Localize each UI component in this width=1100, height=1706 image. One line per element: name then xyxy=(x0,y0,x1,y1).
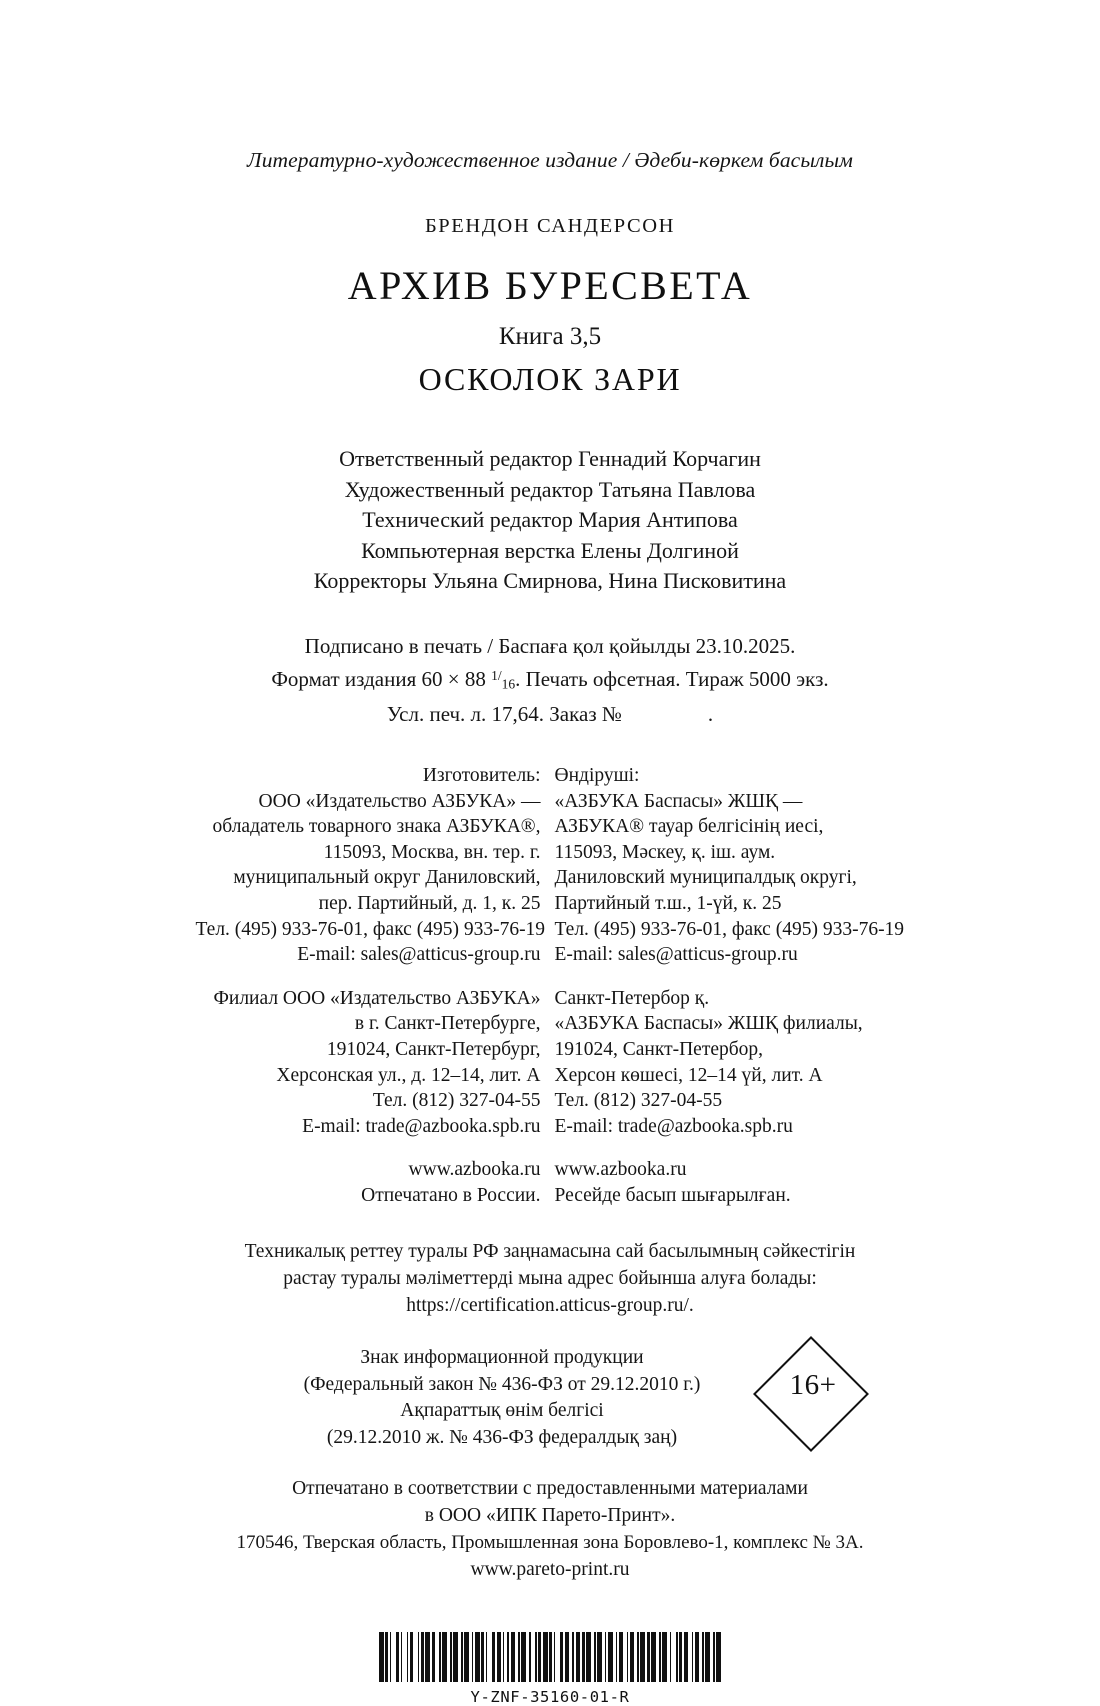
certification-url[interactable]: https://certification.atticus-group.ru/. xyxy=(406,1295,694,1317)
imprint-line: Тел. (495) 933-76-01, факс (495) 933-76-19 xyxy=(195,918,546,940)
format-prefix: Формат издания 60 × 88 xyxy=(271,666,492,691)
credit-line: Ответственный редактор Геннадий Корчагин xyxy=(339,446,761,471)
imprint-branch-email-ru: E-mail: trade@azbooka.spb.ru xyxy=(302,1115,541,1137)
barcode-area xyxy=(0,1619,1100,1706)
imprint-line: Тел. (812) 327-04-55 xyxy=(554,1090,723,1112)
author-name: БРЕНДОН САНДЕРСОН xyxy=(424,215,676,237)
sheets-order-line xyxy=(0,699,1100,729)
imprint-line: Тел. (495) 933-76-01, факс (495) 933-76-19 xyxy=(554,918,905,940)
manufacturer-block-ru xyxy=(195,763,546,968)
certification-block xyxy=(0,1238,1100,1319)
imprint-email-kk: E-mail: sales@atticus-group.ru xyxy=(554,944,798,966)
printer-line: Отпечатано в соответствии с предоставленными материалами xyxy=(292,1478,808,1500)
barcode-label: Y-ZNF-35160-01-R xyxy=(470,1688,630,1706)
manufacturer-block-kk xyxy=(555,763,905,968)
imprint-line: пер. Партийный, д. 1, к. 25 xyxy=(318,892,541,914)
print-data-block xyxy=(0,631,1100,729)
imprint-line: Даниловский муниципалдық округі, xyxy=(554,867,857,889)
imprint-column-kk xyxy=(555,763,905,1209)
imprint-line: муниципальный округ Даниловский, xyxy=(233,867,541,889)
printed-in-kk: Ресейде басып шығарылған. xyxy=(554,1184,791,1206)
age-mark-line: Ақпараттық өнім белгісі xyxy=(400,1400,604,1422)
age-mark-text xyxy=(0,1345,1100,1451)
imprint-line: Филиал ООО «Издательство АЗБУКА» xyxy=(213,987,541,1009)
age-rating-badge: 16+ xyxy=(789,1369,837,1402)
credit-line: Корректоры Ульяна Смирнова, Нина Писковитина xyxy=(313,568,787,593)
series-title: АРХИВ БУРЕСВЕТА xyxy=(347,263,753,308)
book-title: ОСКОЛОК ЗАРИ xyxy=(418,361,682,397)
format-fraction-slash: / xyxy=(497,667,502,683)
book-number: Книга 3,5 xyxy=(498,323,602,350)
imprint-line: обладатель товарного знака АЗБУКА®, xyxy=(212,816,541,838)
imprint-line: АЗБУКА® тауар белгісінің иесі, xyxy=(554,816,824,838)
web-block-kk xyxy=(555,1157,905,1208)
branch-block-kk xyxy=(555,986,905,1140)
imprint-line: Херсон көшесі, 12–14 үй, лит. А xyxy=(554,1064,823,1086)
imprint-line: Изготовитель: xyxy=(422,764,541,786)
format-suffix: . Печать офсетная. Тираж 5000 экз. xyxy=(515,666,829,691)
credits-block xyxy=(0,444,1100,597)
imprint-line: «АЗБУКА Баспасы» ЖШҚ филиалы, xyxy=(554,1013,863,1035)
imprint-column-ru xyxy=(195,763,546,1209)
imprint-email-ru: E-mail: sales@atticus-group.ru xyxy=(297,944,541,966)
imprint-line: в г. Санкт-Петербурге, xyxy=(354,1013,541,1035)
branch-block-ru xyxy=(196,986,541,1140)
age-mark-line: (29.12.2010 ж. № 436-ФЗ федералдық заң) xyxy=(326,1426,678,1448)
certification-line: Техникалық реттеу туралы РФ заңнамасына сай басылымның сәйкестігін xyxy=(244,1241,856,1263)
imprint-line: «АЗБУКА Баспасы» ЖШҚ — xyxy=(554,790,803,812)
format-fraction-numerator: 1 xyxy=(491,667,498,683)
imprint-line: Тел. (812) 327-04-55 xyxy=(372,1090,541,1112)
imprint-columns xyxy=(0,763,1100,1209)
printer-website[interactable]: www.pareto-print.ru xyxy=(470,1559,630,1581)
printer-address: 170546, Тверская область, Промышленная зона Боровлево-1, комплекс № 3А. xyxy=(236,1532,864,1554)
imprint-line: 115093, Москва, вн. тер. г. xyxy=(323,841,541,863)
printed-in-ru: Отпечатано в России. xyxy=(361,1184,541,1206)
imprint-line: Өндіруші: xyxy=(554,764,640,786)
age-mark-row xyxy=(0,1345,1100,1463)
web-block-ru xyxy=(196,1157,541,1208)
imprint-line: 191024, Санкт-Петербор, xyxy=(554,1038,764,1060)
printer-line: в ООО «ИПК Парето-Принт». xyxy=(424,1505,676,1527)
signed-to-print-line: Подписано в печать / Баспаға қол қойылды 23.10.2025. xyxy=(304,633,796,658)
sheets-order-prefix: Усл. печ. л. 17,64. Заказ № xyxy=(386,701,622,726)
imprint-line: Партийный т.ш., 1-үй, к. 25 xyxy=(554,892,782,914)
website-link-kk[interactable]: www.azbooka.ru xyxy=(554,1159,687,1181)
website-link-ru[interactable]: www.azbooka.ru xyxy=(408,1159,541,1181)
imprint-branch-email-kk: E-mail: trade@azbooka.spb.ru xyxy=(554,1115,793,1137)
imprint-line: 191024, Санкт-Петербург, xyxy=(326,1038,541,1060)
edition-kicker: Литературно-художественное издание / Әдеби-көркем басылым xyxy=(247,148,853,172)
imprint-line: 115093, Мәскеу, қ. іш. аум. xyxy=(554,841,776,863)
barcode-image xyxy=(379,1632,721,1682)
format-line xyxy=(0,661,1100,699)
age-mark-line: (Федеральный закон № 436-ФЗ от 29.12.2010 г.) xyxy=(303,1373,701,1395)
imprint-line: Санкт-Петербор қ. xyxy=(554,987,710,1009)
age-mark-line: Знак информационной продукции xyxy=(360,1347,644,1369)
format-fraction-denominator: 16 xyxy=(501,675,516,691)
credit-line: Технический редактор Мария Антипова xyxy=(362,507,738,532)
imprint-line: Херсонская ул., д. 12–14, лит. А xyxy=(276,1064,541,1086)
certification-line: растау туралы мәліметтерді мына адрес бойынша алуға болады: xyxy=(283,1268,817,1290)
sheets-order-suffix: . xyxy=(707,701,714,726)
credit-line: Компьютерная верстка Елены Долгиной xyxy=(361,537,739,563)
credit-line: Художественный редактор Татьяна Павлова xyxy=(344,476,756,502)
imprint-line: ООО «Издательство АЗБУКА» — xyxy=(258,790,541,812)
printer-block xyxy=(0,1475,1100,1583)
